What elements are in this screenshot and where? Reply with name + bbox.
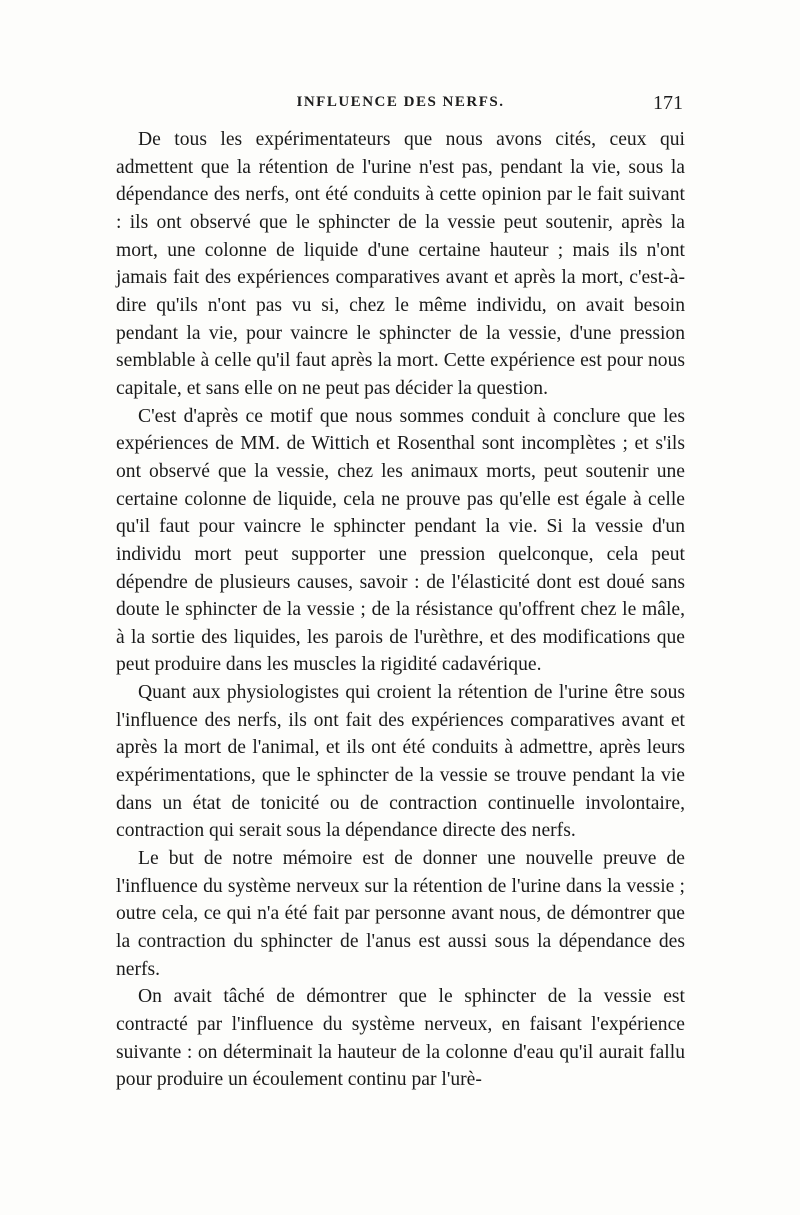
body-text bbox=[116, 126, 685, 1094]
paragraph-5: On avait tâché de démontrer que le sphincter de la vessie est contracté par l'influence du système nerveux, en faisant l'expérience suivante : on déterminait la hauteur de la colonne d'eau qu'il aurait fallu pour produire un écoulement continu par l'urè- bbox=[116, 986, 685, 1091]
page-number: 171 bbox=[653, 92, 683, 114]
running-title: INFLUENCE DES NERFS. bbox=[296, 94, 505, 110]
paragraph-4: Le but de notre mémoire est de donner une nouvelle preuve de l'influence du système nerveux sur la rétention de l'urine dans la vessie ; outre cela, ce qui n'a été fait par personne avant nous, de démontrer que la contraction du sphincter de l'anus est aussi sous la dépendance des nerfs. bbox=[116, 848, 685, 980]
page-header bbox=[118, 94, 683, 124]
paragraph-3: Quant aux physiologistes qui croient la rétention de l'urine être sous l'influence des nerfs, ils ont fait des expériences comparatives avant et après la mort de l'animal, et ils ont été conduits à admettre, après leurs expérimentations, que le sphincter de la vessie se trouve pendant la vie dans un état de tonicité ou de contraction continuelle involontaire, contraction qui serait sous la dépendance directe des nerfs. bbox=[116, 682, 685, 842]
paragraph-1: De tous les expérimentateurs que nous avons cités, ceux qui admettent que la rétention de l'urine n'est pas, pendant la vie, sous la dépendance des nerfs, ont été conduits à cette opinion par le fait suivant : ils ont observé que le sphincter de la vessie peut soutenir, après la mort, une colonne de liquide d'une certaine hauteur ; mais ils n'ont jamais fait des expériences comparatives avant et après la mort, c'est-à-dire qu'ils n'ont pas vu si, chez le même individu, on avait besoin pendant la vie, pour vaincre le sphincter de la vessie, d'une pression semblable à celle qu'il faut après la mort. Cette expérience est pour nous capitale, et sans elle on ne peut pas décider la question. bbox=[116, 129, 685, 399]
paragraph-2: C'est d'après ce motif que nous sommes conduit à conclure que les expériences de MM. de Wittich et Rosenthal sont incomplètes ; et s'ils ont observé que la vessie, chez les animaux morts, peut soutenir une certaine colonne de liquide, cela ne prouve pas qu'elle est égale à celle qu'il faut pour vaincre le sphincter pendant la vie. Si la vessie d'un individu mort peut supporter une pression quelconque, cela peut dépendre de plusieurs causes, savoir : de l'élasticité dont est doué sans doute le sphincter de la vessie ; de la résistance qu'offrent chez le mâle, à la sortie des liquides, les parois de l'urèthre, et des modifications que peut produire dans les muscles la rigidité cadavérique. bbox=[116, 405, 685, 676]
